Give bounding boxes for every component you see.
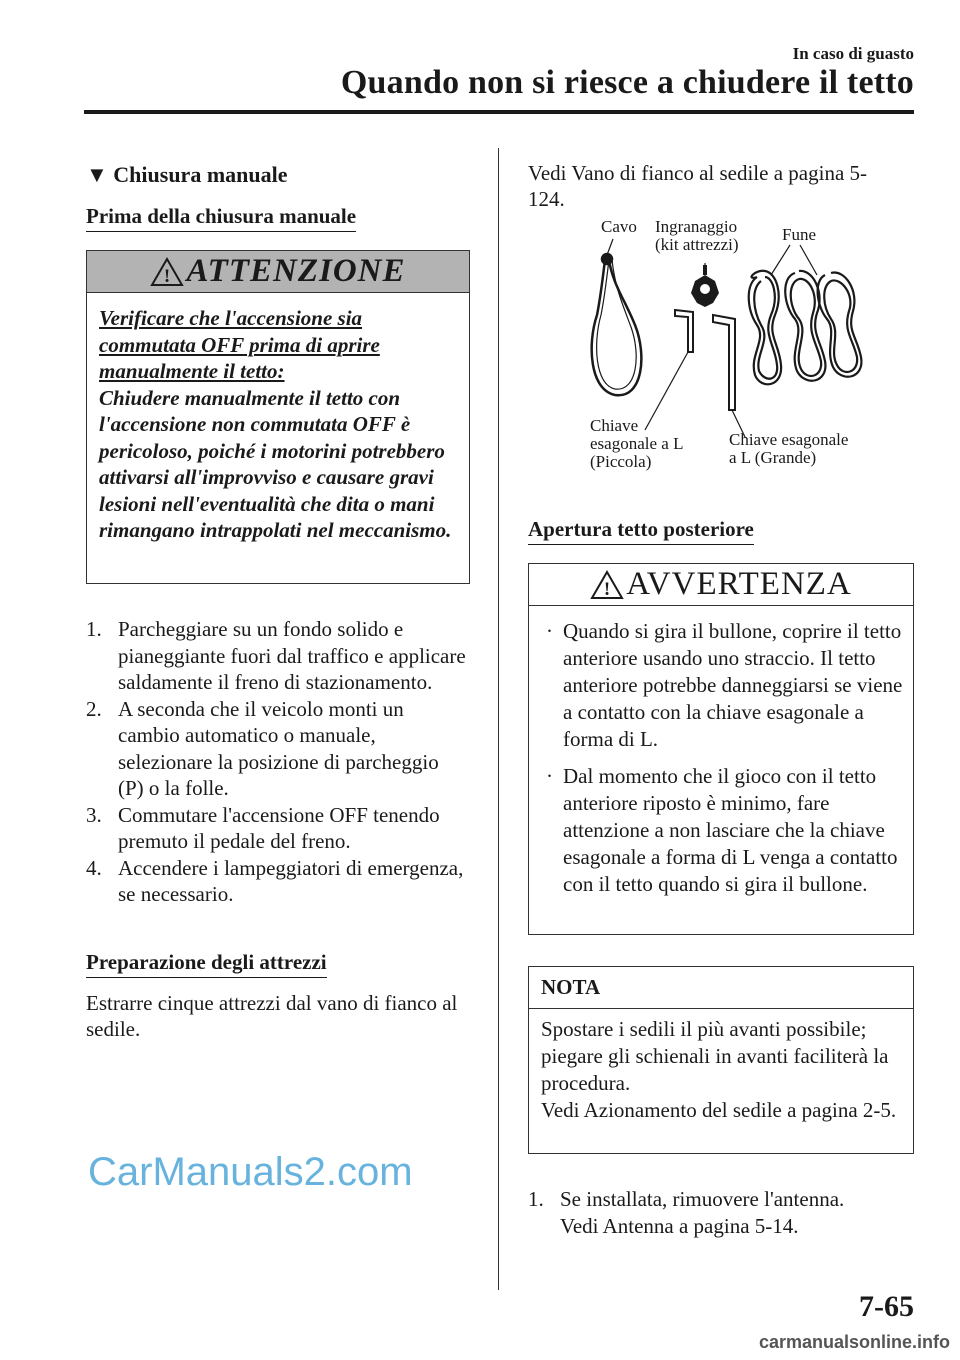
- label-cavo: Cavo: [601, 217, 637, 236]
- subheading-before: [86, 204, 356, 229]
- attenzione-header: [87, 251, 469, 293]
- list-item: · Quando si gira il bullone, coprire il tetto anteriore usando uno straccio. Il tetto anteriore potrebbe danneggiarsi se viene a contatto con la chiave esagonale a forma di L.: [546, 619, 903, 751]
- column-divider: [498, 148, 499, 1290]
- steps-list: [86, 616, 466, 908]
- cable-icon: [592, 254, 642, 395]
- nota-body: Spostare i sedili il più avanti possibile; piegare gli schienali in avanti faciliterà la procedura. Vedi Azionamento del sedile a pagina 2-5.: [541, 1017, 897, 1122]
- subheading-tools-text: Preparazione degli attrezzi: [86, 950, 327, 978]
- warning-triangle-icon: [590, 570, 624, 600]
- avvertenza-box: [528, 563, 914, 935]
- attenzione-box: [86, 250, 470, 584]
- subheading-apertura: [528, 517, 754, 542]
- rope-icon: [749, 271, 862, 385]
- page-title: Quando non si riesce a chiudere il tetto: [340, 64, 914, 101]
- avvertenza-header: [529, 564, 913, 606]
- svg-text:!: !: [164, 265, 171, 287]
- tools-figure: [585, 215, 885, 480]
- label-chiave-piccola: Chiave esagonale a L (Piccola): [590, 416, 684, 471]
- nota-title: NOTA: [529, 967, 913, 1009]
- attenzione-body: [87, 293, 469, 544]
- list-item: · Dal momento che il gioco con il tetto anteriore riposto è minimo, fare attenzione a non lasciare che la chiave esagonale a forma di L venga a contatto con il tetto quando si gira il bullone.: [546, 764, 898, 896]
- small-hex-key-icon: [675, 310, 693, 352]
- list-item: 4. Accendere i lampeggiatori di emergenza, se necessario.: [86, 855, 464, 906]
- svg-text:!: !: [604, 578, 611, 600]
- gear-icon: [691, 265, 719, 307]
- page-number: 7-65: [859, 1290, 914, 1323]
- footer-watermark: carmanualsonline.info: [758, 1332, 950, 1352]
- warning-triangle-icon: [150, 257, 184, 287]
- subheading-tools: [86, 950, 327, 975]
- label-ingranaggio: Ingranaggio (kit attrezzi): [655, 217, 739, 254]
- avvertenza-body: [529, 606, 913, 898]
- list-item: 2. A seconda che il veicolo monti un cambio automatico o manuale, selezionare la posizione di parcheggio (P) o la folle.: [86, 696, 439, 800]
- section-heading: [86, 162, 288, 188]
- large-hex-key-icon: [713, 315, 735, 410]
- tools-paragraph: Estrarre cinque attrezzi dal vano di fianco al sedile.: [86, 991, 458, 1041]
- list-item: 1. Parcheggiare su un fondo solido e pianeggiante fuori dal traffico e applicare saldamente il freno di stazionamento.: [86, 617, 466, 694]
- header-rule: [84, 110, 914, 114]
- section-title: Chiusura manuale: [113, 162, 288, 187]
- attenzione-text: Chiudere manualmente il tetto con l'accensione non commutata OFF è pericoloso, poiché i motorini potrebbero attivarsi all'improvviso e causare gravi lesioni nell'eventualità che dita o mani rimangano intrappolati nel meccanismo.: [99, 385, 452, 542]
- label-chiave-grande: Chiave esagonale a L (Grande): [729, 430, 849, 467]
- subheading-before-text: Prima della chiusura manuale: [86, 204, 356, 232]
- triangle-marker-icon: ▼: [86, 162, 108, 187]
- list-item: 3. Commutare l'accensione OFF tenendo premuto il pedale del freno.: [86, 802, 440, 853]
- apertura-steps: [528, 1186, 908, 1239]
- list-item: 1. Se installata, rimuovere l'antenna. Vedi Antenna a pagina 5-14.: [528, 1187, 845, 1238]
- nota-box: [528, 966, 914, 1154]
- avvertenza-title: AVVERTENZA: [626, 566, 852, 602]
- subheading-apertura-text: Apertura tetto posteriore: [528, 517, 754, 545]
- attenzione-underlined: Verificare che l'accensione sia commutata OFF prima di aprire manualmente il tetto:: [99, 306, 380, 383]
- watermark: CarManuals2.com: [88, 1150, 413, 1194]
- label-fune: Fune: [782, 225, 816, 244]
- header-section: In caso di guasto: [792, 44, 914, 63]
- ref-paragraph: Vedi Vano di fianco al sedile a pagina 5-124.: [528, 161, 868, 211]
- attenzione-title: ATTENZIONE: [186, 253, 406, 289]
